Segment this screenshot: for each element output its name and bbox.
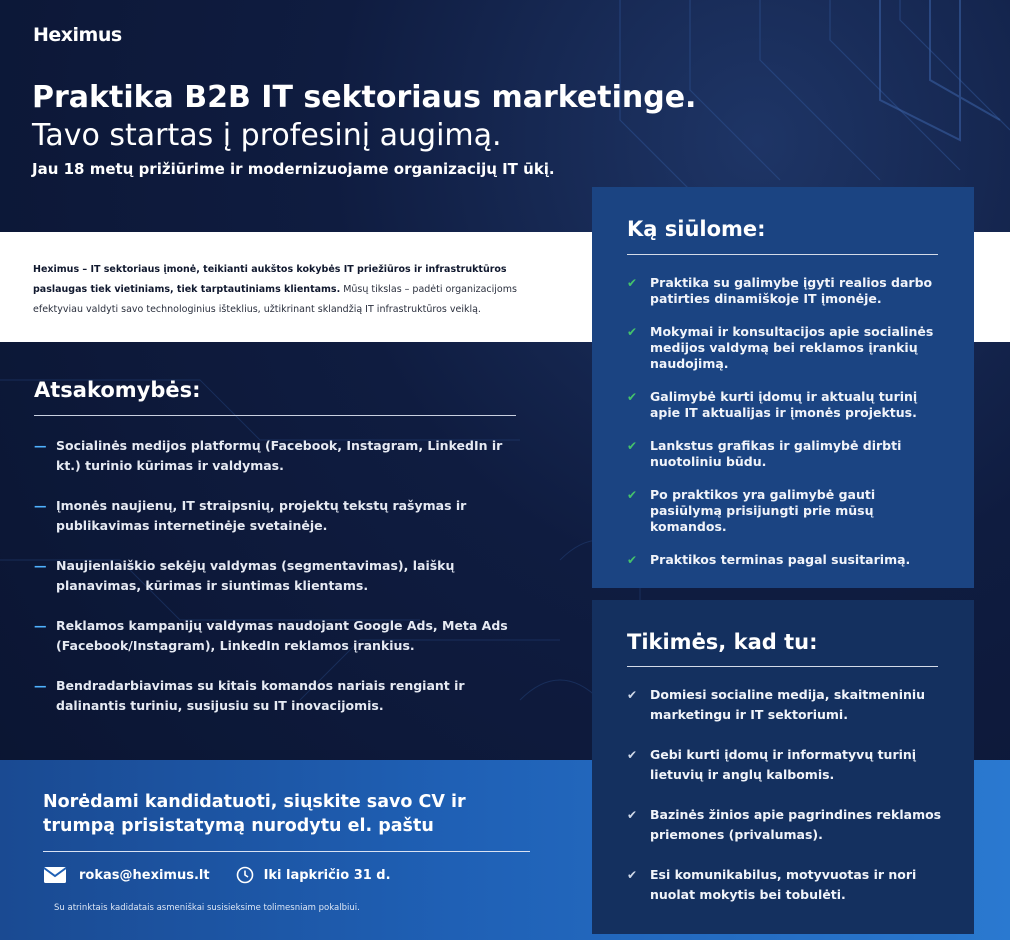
responsibility-item — [34, 556, 524, 596]
dash-bullet-icon: — — [34, 438, 47, 453]
responsibilities-divider — [34, 415, 516, 416]
dash-bullet-icon: — — [34, 678, 47, 693]
email-link[interactable]: rokas@heximus.lt — [79, 867, 210, 883]
offer-item — [627, 552, 947, 568]
expect-text: Gebi kurti įdomų ir informatyvų turinį lietuvių ir anglų kalbomis. — [650, 747, 917, 782]
page-subheadline: Tavo startas į profesinį augimą. — [32, 118, 502, 153]
responsibility-text: Bendradarbiavimas su kitais komandos nariais rengiant ir dalinantis turiniu, susijusiu su IT inovacijomis. — [56, 678, 465, 713]
tagline: Jau 18 metų prižiūrime ir modernizuojame organizacijų IT ūkį. — [32, 160, 555, 178]
offer-title: Ką siūlome: — [627, 217, 766, 241]
expect-card — [592, 600, 974, 934]
expect-item — [627, 685, 947, 725]
offer-list — [627, 275, 947, 585]
check-icon: ✔ — [627, 553, 638, 567]
apply-divider — [43, 851, 530, 852]
responsibility-text: Socialinės medijos platformų (Facebook, Instagram, LinkedIn ir kt.) turinio kūrimas ir valdymas. — [56, 438, 503, 473]
expect-divider — [627, 666, 938, 667]
responsibility-item — [34, 676, 524, 716]
responsibility-text: Reklamos kampanijų valdymas naudojant Google Ads, Meta Ads (Facebook/Instagram), LinkedIn reklamos įrankius. — [56, 618, 508, 653]
intro-regular-text: Mūsų tikslas – padėti organizacijoms efektyviau valdyti savo technologinius išteklius, užtikrinant sklandžią IT infrastruktūros veiklą. — [33, 284, 517, 315]
expect-text: Domiesi socialine medija, skaitmeniniu marketingu ir IT sektoriumi. — [650, 687, 926, 722]
check-icon: ✔ — [627, 488, 638, 502]
expect-title: Tikimės, kad tu: — [627, 630, 818, 654]
expect-list — [627, 685, 947, 925]
dash-bullet-icon: — — [34, 498, 47, 513]
responsibility-text: Naujienlaiškio sekėjų valdymas (segmentavimas), laiškų planavimas, kūrimas ir siuntimas klientams. — [56, 558, 455, 593]
intro-bold-text: Heximus – IT sektoriaus įmonė, teikianti aukštos kokybės IT priežiūros ir infrastruktūros paslaugas tiek vietiniams, tiek tarptautiniams klientams. — [33, 264, 507, 295]
deadline-text: Iki lapkričio 31 d. — [263, 867, 391, 883]
apply-title: Norėdami kandidatuoti, siųskite savo CV ir trumpą prisistatymą nurodytu el. paštu — [43, 792, 466, 836]
responsibility-item — [34, 496, 524, 536]
offer-item — [627, 389, 947, 421]
offer-text: Praktika su galimybe įgyti realios darbo patirties dinamiškoje IT įmonėje. — [650, 275, 933, 306]
expect-item — [627, 745, 947, 785]
offer-text: Praktikos terminas pagal susitarimą. — [650, 552, 911, 567]
offer-item — [627, 324, 947, 372]
offer-text: Po praktikos yra galimybė gauti pasiūlymą prisijungti prie mūsų komandos. — [650, 487, 876, 534]
expect-text: Esi komunikabilus, motyvuotas ir nori nuolat mokytis bei tobulėti. — [650, 867, 917, 902]
check-icon: ✔ — [627, 748, 638, 762]
offer-item — [627, 275, 947, 307]
clock-icon — [236, 866, 254, 884]
offer-text: Mokymai ir konsultacijos apie socialinės medijos valdymą bei reklamos įrankių naudojimą. — [650, 324, 934, 371]
expect-text: Bazinės žinios apie pagrindines reklamos priemones (privalumas). — [650, 807, 942, 842]
responsibility-text: Įmonės naujienų, IT straipsnių, projektų tekstų rašymas ir publikavimas internetinėje svetainėje. — [56, 498, 467, 533]
page-headline: Praktika B2B IT sektoriaus marketinge. — [32, 80, 697, 115]
brand-logo: Heximus — [33, 24, 122, 46]
check-icon: ✔ — [627, 808, 638, 822]
dash-bullet-icon: — — [34, 558, 47, 573]
offer-divider — [627, 254, 938, 255]
offer-item — [627, 487, 947, 535]
contact-row — [43, 866, 391, 884]
offer-text: Lankstus grafikas ir galimybė dirbti nuotoliniu būdu. — [650, 438, 902, 469]
intro-paragraph — [33, 260, 553, 320]
responsibility-item — [34, 436, 524, 476]
check-icon: ✔ — [627, 276, 638, 290]
check-icon: ✔ — [627, 868, 638, 882]
check-icon: ✔ — [627, 390, 638, 404]
dash-bullet-icon: — — [34, 618, 47, 633]
responsibilities-title: Atsakomybės: — [34, 378, 201, 402]
check-icon: ✔ — [627, 688, 638, 702]
check-icon: ✔ — [627, 325, 638, 339]
apply-note: Su atrinktais kadidatais asmeniškai susisieksime tolimesniam pokalbiui. — [54, 903, 360, 913]
mail-icon — [43, 866, 67, 884]
responsibilities-list — [34, 436, 524, 736]
expect-item — [627, 865, 947, 905]
expect-item — [627, 805, 947, 845]
check-icon: ✔ — [627, 439, 638, 453]
responsibility-item — [34, 616, 524, 656]
offer-card — [592, 187, 974, 588]
offer-item — [627, 438, 947, 470]
offer-text: Galimybė kurti įdomų ir aktualų turinį apie IT aktualijas ir įmonės projektus. — [650, 389, 918, 420]
